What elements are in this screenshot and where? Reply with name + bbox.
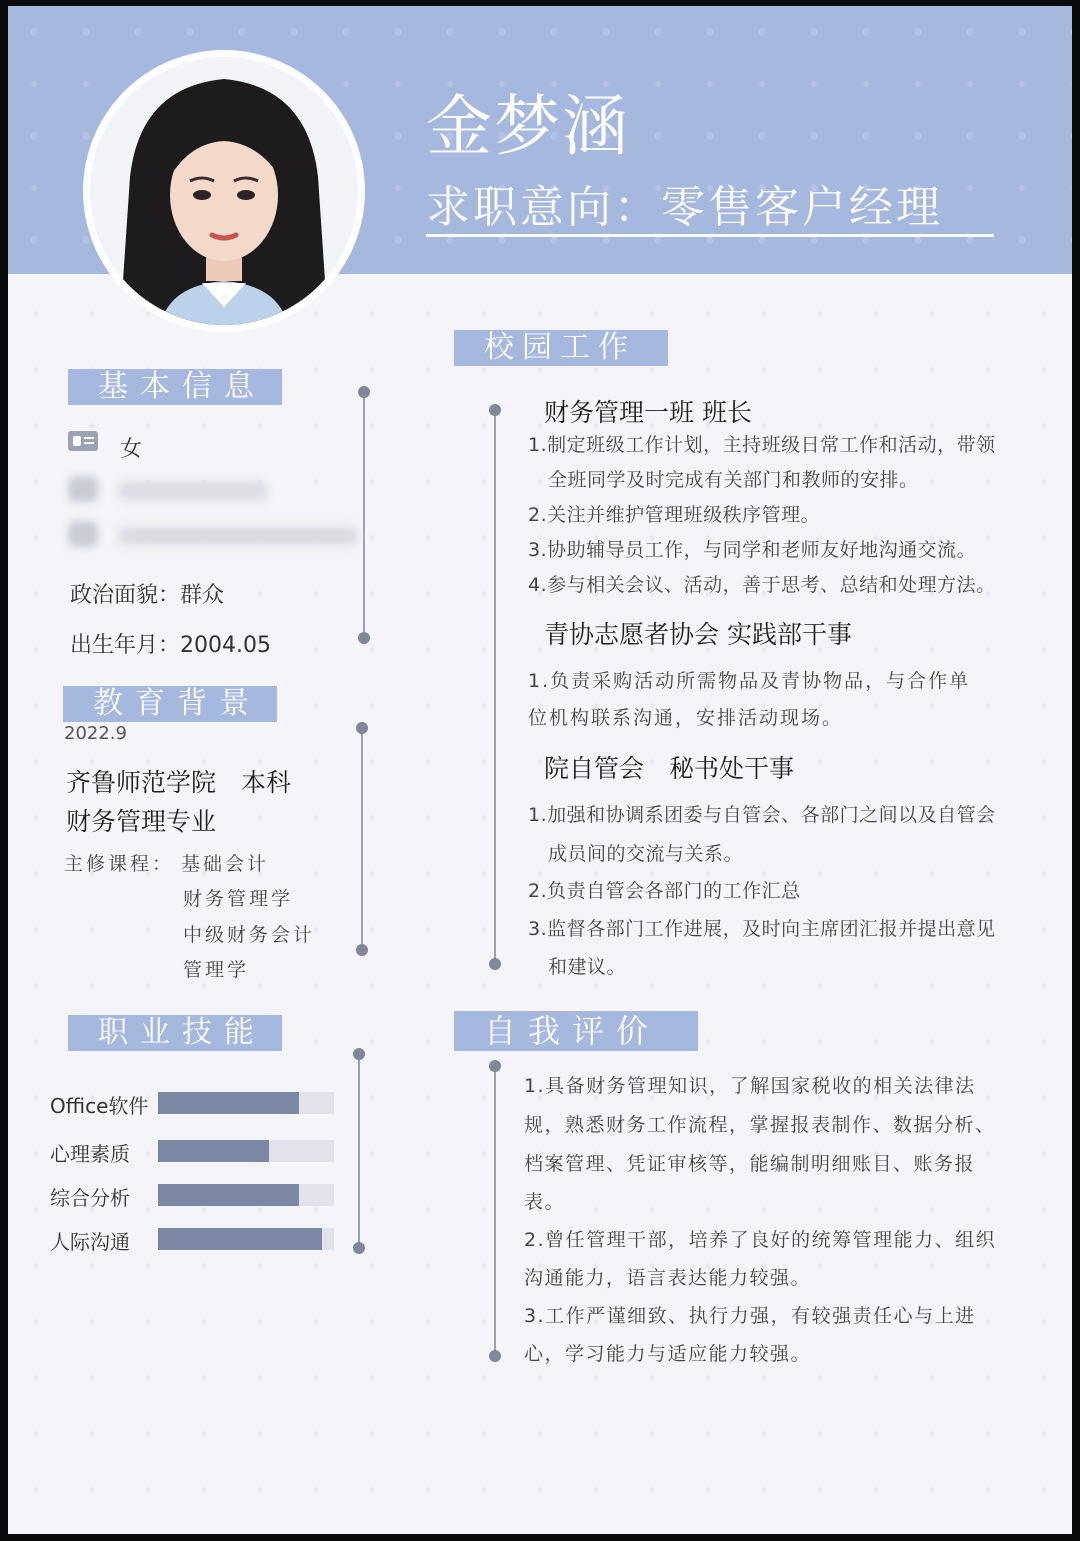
timeline-dot	[353, 1242, 365, 1254]
job-line: 2.关注并维护管理班级秩序管理。	[528, 504, 821, 526]
skill-label: 心理素质	[50, 1142, 130, 1166]
job-title: 财务管理一班 班长	[544, 398, 752, 427]
skill-label: 综合分析	[50, 1186, 130, 1210]
eval-line: 1.具备财务管理知识，了解国家税收的相关法律法	[524, 1075, 976, 1097]
job-line: 2.负责自管会各部门的工作汇总	[528, 880, 801, 902]
job-line: 3.协助辅导员工作，与同学和老师友好地沟通交流。	[528, 539, 977, 561]
course-item: 财务管理学	[183, 888, 294, 910]
job-line: 3.监督各部门工作进展，及时向主席团汇报并提出意见	[528, 918, 996, 940]
job-line: 1.加强和协调系团委与自管会、各部门之间以及自管会	[528, 804, 996, 826]
birth-date: 出生年月：2004.05	[70, 633, 271, 658]
major-name: 财务管理专业	[66, 807, 217, 836]
job-intent: 求职意向：零售客户经理	[426, 182, 943, 233]
section-title-education: 教育背景	[63, 686, 277, 722]
courses-label: 主修课程：	[64, 853, 175, 875]
skill-label: 人际沟通	[50, 1230, 130, 1254]
job-line: 成员间的交流与关系。	[548, 843, 744, 865]
course-item: 基础会计	[181, 853, 270, 875]
timeline-dot	[489, 1060, 501, 1072]
timeline-dot	[489, 958, 501, 970]
timeline-dot	[358, 632, 370, 644]
job-line: 全班同学及时完成有关部门和教师的安排。	[548, 469, 919, 491]
basic-timeline	[363, 392, 365, 638]
gender-value: 女	[120, 437, 143, 462]
eval-line: 3.工作严谨细致、执行力强，有较强责任心与上进	[524, 1305, 976, 1327]
job-line: 位机构联系沟通，安排活动现场。	[528, 707, 844, 729]
school-name: 齐鲁师范学院 本科	[66, 768, 292, 797]
timeline-dot	[356, 722, 368, 734]
campus-timeline	[494, 410, 496, 964]
skill-bar-fill	[158, 1092, 299, 1114]
self-eval-timeline	[494, 1066, 496, 1356]
job-line: 1.负责采购活动所需物品及青协物品，与合作单	[528, 670, 971, 692]
section-title-basic: 基本信息	[68, 369, 282, 405]
job-line: 和建议。	[548, 956, 627, 978]
blurred-email-icon	[68, 521, 98, 547]
education-date: 2022.9	[64, 723, 127, 744]
eval-line: 沟通能力，语言表达能力较强。	[524, 1267, 812, 1289]
resume-page	[8, 6, 1072, 1534]
section-title-skills: 职业技能	[68, 1015, 282, 1051]
skill-bar-fill	[158, 1228, 322, 1250]
political-status: 政治面貌：群众	[70, 583, 225, 608]
job-line: 1.制定班级工作计划，主持班级日常工作和活动，带领	[528, 434, 996, 456]
applicant-name: 金梦涵	[426, 88, 630, 165]
section-title-campus: 校园工作	[454, 330, 668, 366]
job-line: 4.参与相关会议、活动，善于思考、总结和处理方法。	[528, 574, 996, 596]
skill-bar	[158, 1228, 334, 1250]
eval-line: 规，熟悉财务工作流程，掌握报表制作、数据分析、	[524, 1114, 996, 1136]
eval-line: 档案管理、凭证审核等，能编制明细账目、账务报	[524, 1153, 976, 1175]
timeline-dot	[358, 386, 370, 398]
skill-bar	[158, 1184, 334, 1206]
course-item: 管理学	[183, 959, 250, 981]
eval-line: 2.曾任管理干部，培养了良好的统筹管理能力、组织	[524, 1229, 997, 1251]
skill-bar-fill	[158, 1184, 299, 1206]
blurred-phone-icon	[68, 476, 98, 502]
eval-line: 表。	[524, 1191, 566, 1213]
timeline-dot	[353, 1048, 365, 1060]
job-title: 青协志愿者协会 实践部干事	[544, 620, 852, 649]
id-card-icon	[68, 431, 98, 451]
skill-bar	[158, 1140, 334, 1162]
course-item: 中级财务会计	[183, 924, 316, 946]
skill-label: Office软件	[50, 1094, 149, 1118]
section-title-self-eval: 自我评价	[454, 1011, 698, 1051]
profile-photo	[83, 50, 365, 332]
job-title: 院自管会 秘书处干事	[544, 754, 795, 783]
timeline-dot	[489, 1350, 501, 1362]
timeline-dot	[356, 944, 368, 956]
intent-underline	[426, 234, 994, 237]
timeline-dot	[489, 404, 501, 416]
eval-line: 心，学习能力与适应能力较强。	[524, 1343, 812, 1365]
blurred-phone	[118, 482, 268, 500]
education-timeline	[361, 728, 363, 950]
skill-bar-fill	[158, 1140, 269, 1162]
skill-bar	[158, 1092, 334, 1114]
skills-timeline	[358, 1054, 360, 1248]
blurred-email	[118, 527, 358, 545]
